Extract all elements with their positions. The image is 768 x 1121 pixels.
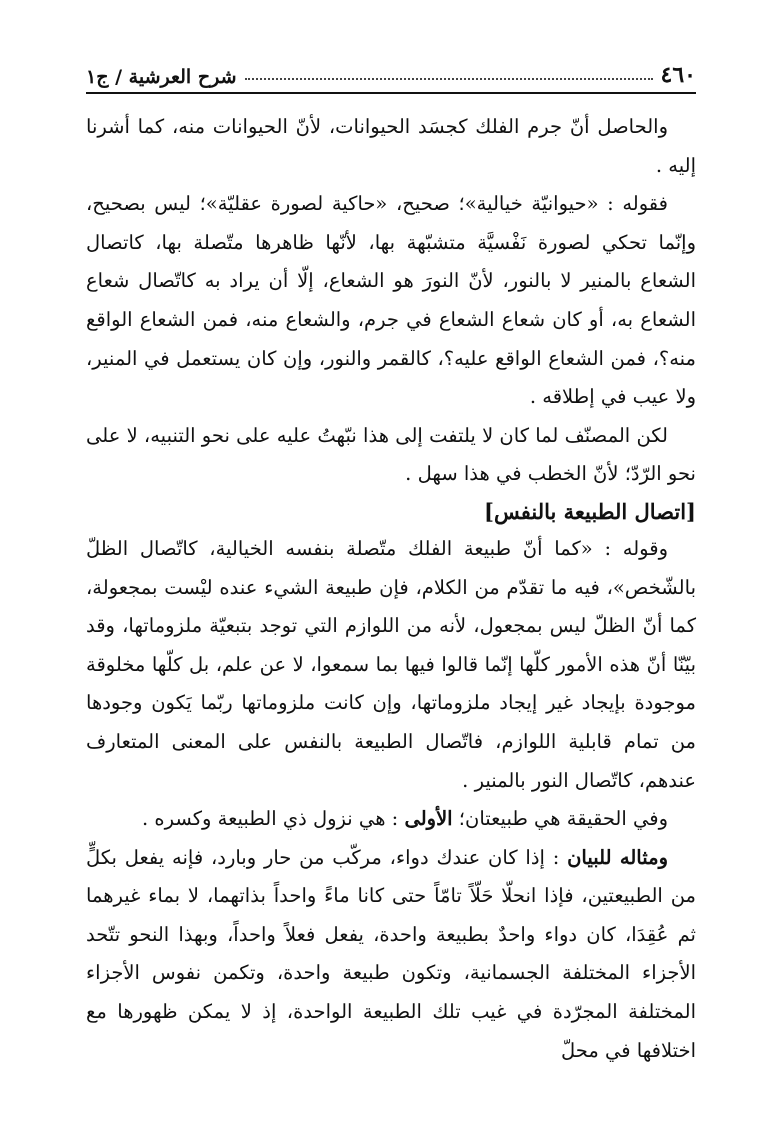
section-heading: [اتصال الطبيعة بالنفس]: [484, 498, 696, 524]
paragraph-2: فقوله : «حيوانيّة خيالية»؛ صحيح، «حاكية لصورة عقليّة»؛ ليس بصحيح، وإنّما تحكي لصورة نَفْسيَّة متشبّهة بها، لأنّها ظاهرها متّصلة بها، كاتصال الشعاع بالمنير لا بالنور، لأنّ النورَ هو الشعاع، إلّا أن يراد به كاتّصال شعاع الشعاع به، أو كان شعاع الشعاع في جرم، والشعاع منه، فمن الشعاع الواقع منه؟، فمن الشعاع الواقع عليه؟، كالقمر والنور، وإن كان يستعمل في المنير، ولا عيب في إطلاقه .: [86, 192, 696, 409]
paragraph-3: لكن المصنّف لما كان لا يلتفت إلى هذا نبّهتُ عليه على نحو التنبيه، لا على نحو الرّدّ؛ لأنّ الخطب في هذا سهل .: [86, 423, 696, 486]
paragraph-6: [86, 839, 696, 1071]
running-title: شرح العرشية / ج١: [86, 66, 237, 88]
paragraph-5-lead: وفي الحقيقة هي طبيعتان؛: [452, 807, 668, 831]
paragraph-6-rest: : إذا كان عندك دواء، مركّب من حار وبارد، فإنه يفعل بكلٍّ من الطبيعتين، فإذا انحلّا حَلّاً تامّاً حتى كانا ماءً واحداً بذاتهما، لا بماء غيرهما ثم عُقِدَا، كان دواء واحدٌ بطبيعة واحدة، يفعل فعلاً واحداً، وبهذا النحو تتّحد الأجزاء المختلفة الجسمانية، وتكون طبيعة واحدة، وتكمن نفوس الأجزاء المختلفة المجرّدة في غيب تلك الطبيعة الواحدة، إذ لا يمكن ظهورها مع اختلافها في محلّ: [86, 845, 696, 1062]
running-header: [86, 52, 696, 94]
header-leader-dots: [245, 78, 653, 80]
paragraph-4: وقوله : «كما أنّ طبيعة الفلك متّصلة بنفسه الخيالية، كاتّصال الظلّ بالشّخص»، فيه ما تقدّم من الكلام، فإن طبيعة الشيء عنده ليْست بمجعولة، كما أنّ الظلّ ليس بمجعول، لأنه من اللوازم التي توجد بتبعيّة ملزوماتها، وقد بيّنّا أنّ هذه الأمور كلّها إنّما قالوا فيها بما سمعوا، لا عن علم، بل كلّها مخلوقة موجودة بإيجاد غير إيجاد ملزوماتها، وإن كانت ملزوماتها ربّما يَكون وجودها من تمام قابلية اللوازم، فاتّصال الطبيعة بالنفس على المعنى المتعارف عندهم، كاتّصال النور بالمنير .: [86, 536, 696, 792]
book-page: [86, 52, 696, 1070]
paragraph-1: والحاصل أنّ جرم الفلك كجسَد الحيوانات، لأنّ الحيوانات منه، كما أشرنا إليه .: [86, 115, 696, 177]
main-text: [86, 108, 696, 1070]
paragraph-5-rest: : هي نزول ذي الطبيعة وكسره .: [141, 807, 405, 831]
paragraph-6-bold-term: ومثاله للبيان: [567, 845, 668, 869]
page-number: ٤٦٠: [660, 62, 696, 88]
paragraph-5-bold-term: الأولى: [404, 807, 453, 831]
paragraph-5: [86, 800, 696, 839]
